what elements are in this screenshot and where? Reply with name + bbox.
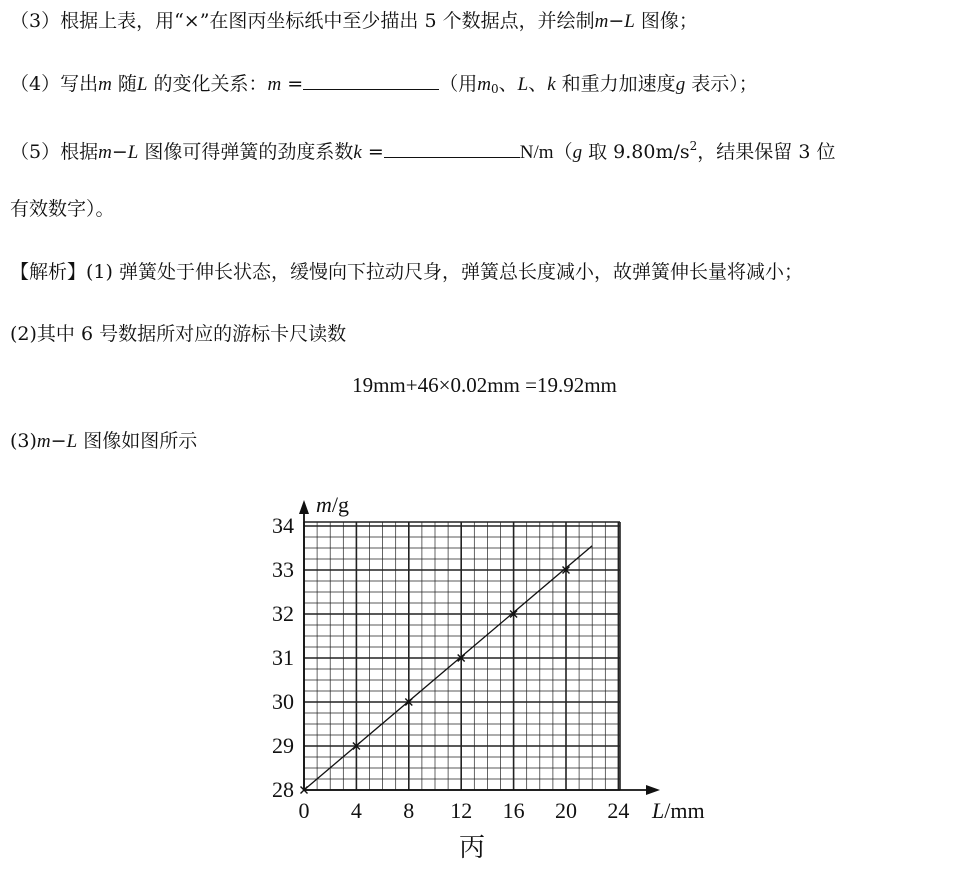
x-axis-label: L/mm bbox=[652, 798, 705, 823]
x-tick-label: 24 bbox=[607, 798, 630, 823]
x-tick-label: 0 bbox=[298, 798, 310, 823]
y-tick-label: 33 bbox=[272, 557, 294, 582]
x-tick-label: 16 bbox=[502, 798, 525, 823]
y-tick-label: 30 bbox=[272, 689, 294, 714]
question-5-continued: 有效数字）。 bbox=[10, 198, 115, 220]
question-5: （5）根据m−L 图像可得弹簧的劲度系数k = N/m（g 取 $9.80m/s^2$，结果保留 3 位 bbox=[10, 139, 836, 163]
x-tick-label: 20 bbox=[555, 798, 577, 823]
y-tick-label: 31 bbox=[272, 645, 294, 670]
answer-blank-k[interactable] bbox=[384, 139, 520, 158]
y-axis-label: m/g bbox=[316, 492, 350, 517]
m-L-graph bbox=[0, 470, 969, 870]
x-tick-label: 4 bbox=[350, 798, 362, 823]
x-tick-label: 12 bbox=[450, 798, 473, 823]
axis-labels bbox=[272, 492, 705, 862]
analysis-p1: 【解析】(1) 弹簧处于伸长状态，缓慢向下拉动尺身，弹簧总长度减小，故弹簧伸长量将减小； bbox=[10, 261, 803, 283]
y-axis-arrow bbox=[299, 500, 309, 514]
x-tick-label: 8 bbox=[403, 798, 415, 823]
answer-blank-m[interactable] bbox=[303, 71, 439, 90]
analysis-p2: (2)其中 6 号数据所对应的游标卡尺读数 bbox=[10, 323, 347, 345]
x-axis-arrow bbox=[646, 785, 660, 795]
axes bbox=[299, 500, 660, 795]
y-tick-label: 29 bbox=[272, 733, 294, 758]
figure-caption: 丙 bbox=[458, 833, 486, 862]
y-tick-label: 34 bbox=[272, 513, 294, 538]
data-marks bbox=[301, 546, 593, 794]
question-3: （3）根据上表，用“×”在图丙坐标纸中至少描出 5 个数据点，并绘制m−L 图像； bbox=[10, 10, 698, 32]
question-4: （4）写出m 随L 的变化关系：m = （用$m_0$、L、k 和重力加速度g 表示）； bbox=[10, 73, 758, 96]
vernier-formula: 19mm+46×0.02mm =19.92mm bbox=[352, 373, 617, 397]
y-tick-label: 28 bbox=[272, 777, 294, 802]
analysis-p3: (3)m−L 图像如图所示 bbox=[10, 430, 198, 452]
y-tick-label: 32 bbox=[272, 601, 294, 626]
